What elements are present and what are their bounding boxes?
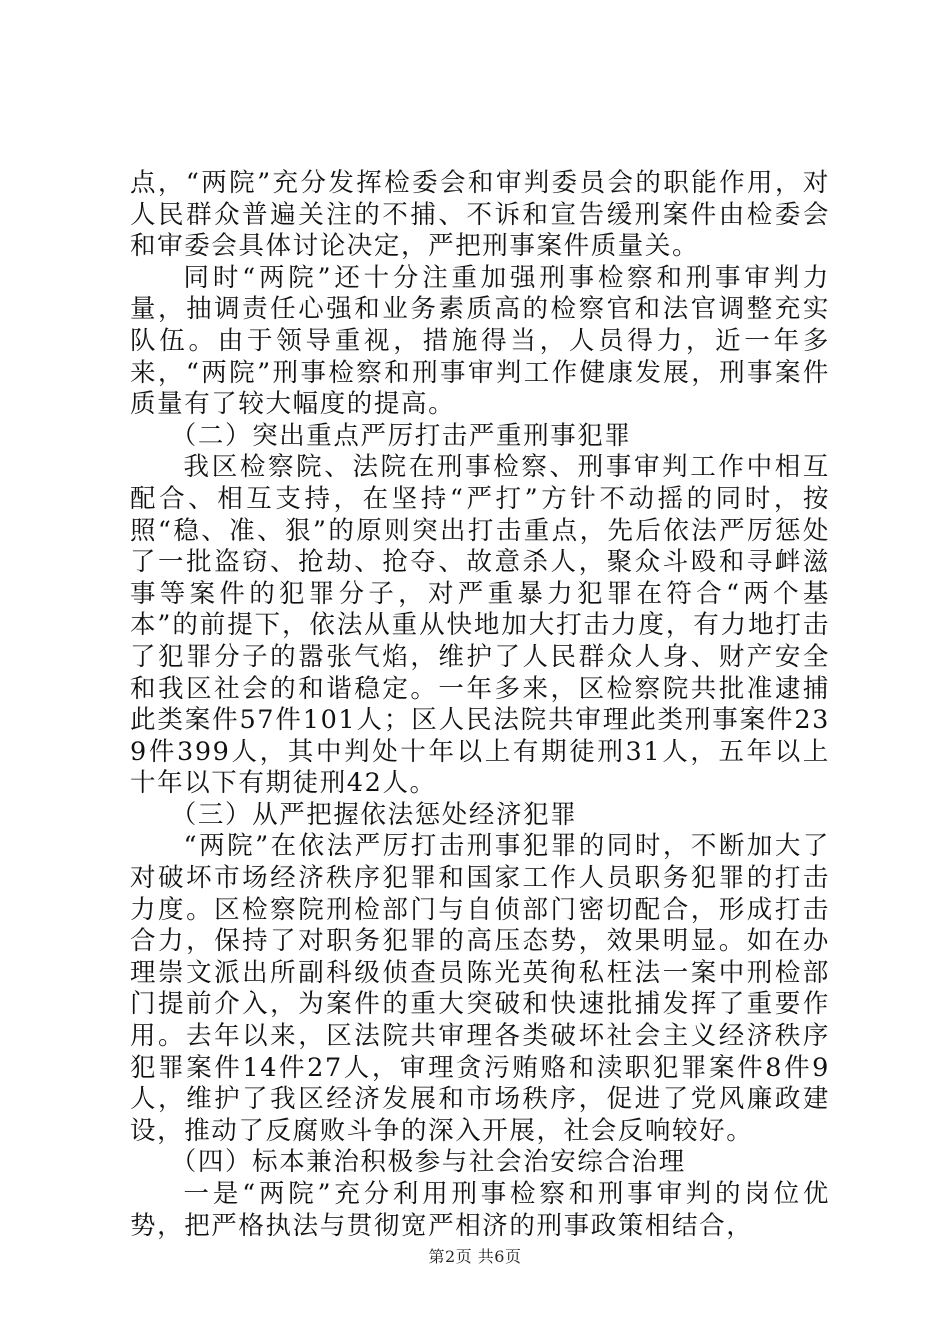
paragraph-strengthen-forces: 同时“两院”还十分注重加强刑事检察和刑事审判力量，抽调责任心强和业务素质高的检察官和法官调整充实队伍。由于领导重视，措施得当，人员得力，近一年多来，“两院”刑事检察和刑事审判工作健康发展，刑事案件质量有了较大幅度的提高。 — [130, 262, 830, 420]
paragraph-comprehensive-governance: 一是“两院”充分利用刑事检察和刑事审判的岗位优势，把严格执法与贯彻宽严相济的刑事政策相结合， — [130, 1179, 830, 1241]
paragraph-continuation: 点，“两院”充分发挥检委会和审判委员会的职能作用，对人民群众普遍关注的不捕、不诉和宣告缓刑案件由检委会和审委会具体讨论决定，严把刑事案件质量关。 — [130, 168, 830, 262]
paragraph-strike-crime: 我区检察院、法院在刑事检察、刑事审判工作中相互配合、相互支持，在坚持“严打”方针不动摇的同时，按照“稳、准、狠”的原则突出打击重点，先后依法严厉惩处了一批盗窃、抢劫、抢夺、故意杀人，聚众斗殴和寻衅滋事等案件的犯罪分子，对严重暴力犯罪在符合“两个基本”的前提下，依法从重从快地加大打击力度，有力地打击了犯罪分子的嚣张气焰，维护了人民群众人身、财产安全和我区社会的和谐稳定。一年多来，区检察院共批准逮捕此类案件57件101人；区人民法院共审理此类刑事案件239件399人，其中判处十年以上有期徒刑31人，五年以上十年以下有期徒刑42人。 — [130, 452, 830, 799]
page-number-footer: 第2页 共6页 — [428, 1247, 522, 1266]
section-heading-4: （四）标本兼治积极参与社会治安综合治理 — [170, 1147, 686, 1178]
document-page — [130, 168, 830, 1242]
section-heading-2: （二）突出重点严厉打击严重刑事犯罪 — [170, 420, 632, 451]
paragraph-economic-crime: “两院”在依法严厉打击刑事犯罪的同时，不断加大了对破坏市场经济秩序犯罪和国家工作人员职务犯罪的打击力度。区检察院刑检部门与自侦部门密切配合，形成打击合力，保持了对职务犯罪的高压态势，效果明显。如在办理崇文派出所副科级侦查员陈光英徇私枉法一案中刑检部门提前介入，为案件的重大突破和快速批捕发挥了重要作用。去年以来，区法院共审理各类破坏社会主义经济秩序犯罪案件14件27人，审理贪污贿赂和渎职犯罪案件8件9人，维护了我区经济发展和市场秩序，促进了党风廉政建设，推动了反腐败斗争的深入开展，社会反响较好。 — [130, 831, 830, 1146]
section-heading-3: （三）从严把握依法惩处经济犯罪 — [170, 799, 578, 830]
